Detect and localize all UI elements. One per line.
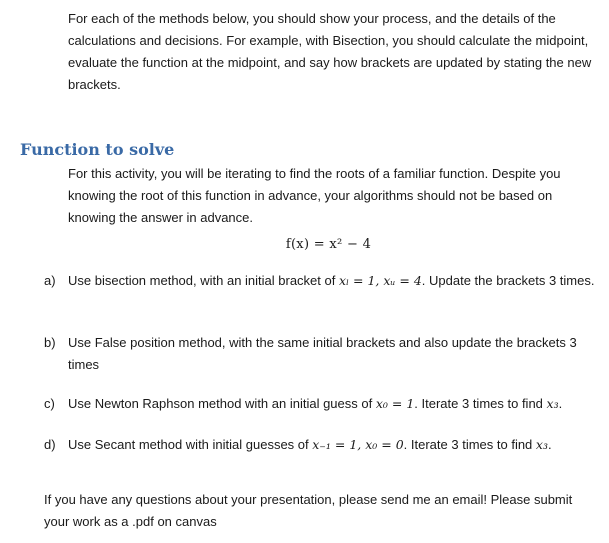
list-marker: d) [44,437,56,452]
item-text-part: Use bisection method, with an initial bracket of [68,273,339,288]
equation-text: f(x) = x² − 4 [285,237,372,252]
item-math: x₀ = 1 [375,396,415,411]
list-item-text [68,434,600,456]
item-text-part: Use Newton Raphson method with an initial guess of [68,396,376,411]
intro-paragraph: For each of the methods below, you should show your process, and the details of the calculations and decisions. For example, with Bisection, you should calculate the midpoint, evaluate the function at the midpoint, and say how brackets are updated by stating the new brackets. [68,11,592,92]
outro-paragraph: If you have any questions about your presentation, please send me an email! Please submit your work as a .pdf on canvas [44,492,573,529]
item-text-part: . Iterate 3 times to find [403,437,536,452]
function-equation [0,237,609,252]
list-marker: c) [44,396,55,411]
intro-paragraph-block [68,8,593,96]
outro-paragraph-block [44,489,599,533]
item-text-part: . Update the brackets 3 times. [421,273,595,288]
item-math: x₋₁ = 1, x₀ = 0 [312,437,404,452]
item-text-part: . Iterate 3 times to find [414,396,547,411]
list-marker: b) [44,335,56,350]
list-item-text: Use False position method, with the same initial brackets and also update the brackets 3 times [68,335,577,372]
list-item-d [44,434,600,456]
item-math: x₃ [546,396,559,411]
section-body-block [68,163,596,229]
section-heading: Function to solve [20,140,175,159]
item-math: xₗ = 1, xᵤ = 4 [338,273,422,288]
list-item-a [44,270,600,292]
item-text-part: . [547,437,552,452]
list-marker: a) [44,273,56,288]
list-item-text [68,393,600,415]
item-text-part: . [558,396,563,411]
item-math: x₃ [535,437,548,452]
item-text-part: Use Secant method with initial guesses of [68,437,313,452]
list-item-c [44,393,600,415]
list-item-text [68,270,600,292]
list-item-b [44,332,600,376]
section-body-paragraph: For this activity, you will be iterating to find the roots of a familiar function. Despite you knowing the root of this function in advance, your algorithms should not be based on knowing the answer in advance. [68,166,561,225]
